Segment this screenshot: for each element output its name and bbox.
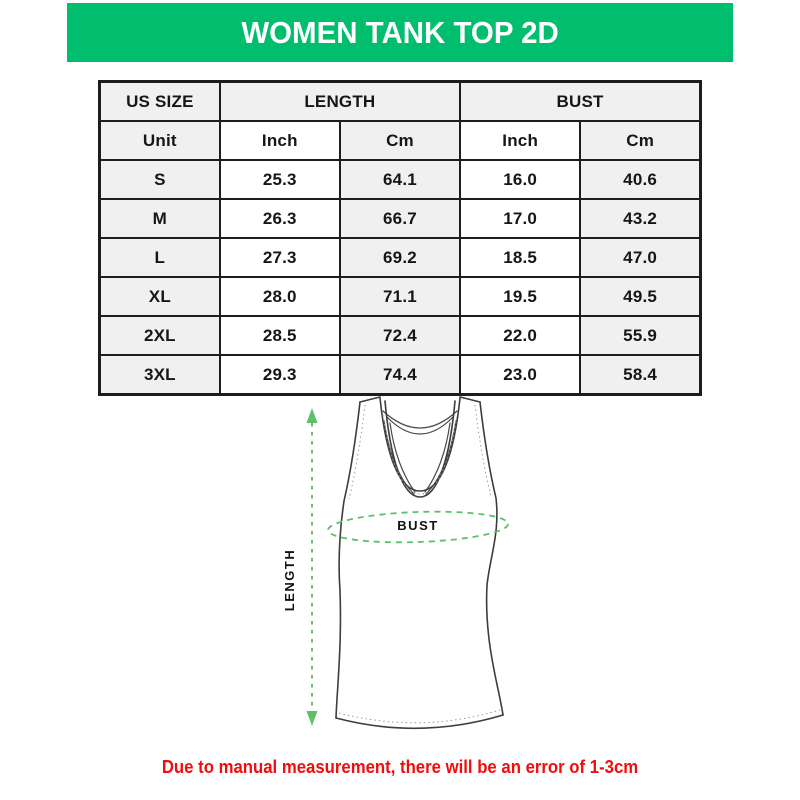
size-cell: 3XL [100, 355, 220, 395]
size-row-2xl [100, 316, 701, 355]
value-cell: 47.0 [580, 238, 700, 277]
size-chart-table [98, 80, 702, 396]
bust-label: BUST [397, 518, 439, 533]
title-banner [67, 3, 733, 62]
col-header-us-size: US SIZE [100, 82, 220, 122]
value-cell: 28.0 [220, 277, 340, 316]
value-cell: 17.0 [460, 199, 580, 238]
value-cell: 23.0 [460, 355, 580, 395]
value-cell: 22.0 [460, 316, 580, 355]
unit-cell: Unit [100, 121, 220, 160]
value-cell: 19.5 [460, 277, 580, 316]
value-cell: 40.6 [580, 160, 700, 199]
size-row-3xl [100, 355, 701, 395]
value-cell: 72.4 [340, 316, 460, 355]
tank-body-outline [336, 397, 503, 728]
value-cell: 18.5 [460, 238, 580, 277]
value-cell: 27.3 [220, 238, 340, 277]
size-row-s [100, 160, 701, 199]
front-neckline [380, 398, 460, 497]
value-cell: 58.4 [580, 355, 700, 395]
value-cell: 43.2 [580, 199, 700, 238]
table-header-row [100, 82, 701, 122]
length-label: LENGTH [282, 548, 297, 612]
length-arrow [307, 408, 318, 726]
value-cell: 55.9 [580, 316, 700, 355]
size-cell: S [100, 160, 220, 199]
size-row-l [100, 238, 701, 277]
col-header-bust: BUST [460, 82, 700, 122]
size-cell: L [100, 238, 220, 277]
length-cm-header: Cm [340, 121, 460, 160]
value-cell: 74.4 [340, 355, 460, 395]
col-header-length: LENGTH [220, 82, 460, 122]
size-cell: M [100, 199, 220, 238]
measurement-note: Due to manual measurement, there will be an error of 1-3cm [161, 757, 639, 777]
tank-top-illustration [280, 395, 520, 755]
value-cell: 71.1 [340, 277, 460, 316]
bust-cm-header: Cm [580, 121, 700, 160]
value-cell: 29.3 [220, 355, 340, 395]
unit-row [100, 121, 701, 160]
value-cell: 66.7 [340, 199, 460, 238]
racerback-panel [383, 411, 457, 494]
size-cell: 2XL [100, 316, 220, 355]
size-row-m [100, 199, 701, 238]
value-cell: 64.1 [340, 160, 460, 199]
page-title: WOMEN TANK TOP 2D [241, 14, 559, 50]
size-cell: XL [100, 277, 220, 316]
value-cell: 69.2 [340, 238, 460, 277]
value-cell: 25.3 [220, 160, 340, 199]
bust-inch-header: Inch [460, 121, 580, 160]
size-row-xl [100, 277, 701, 316]
value-cell: 26.3 [220, 199, 340, 238]
value-cell: 16.0 [460, 160, 580, 199]
length-inch-header: Inch [220, 121, 340, 160]
value-cell: 28.5 [220, 316, 340, 355]
value-cell: 49.5 [580, 277, 700, 316]
